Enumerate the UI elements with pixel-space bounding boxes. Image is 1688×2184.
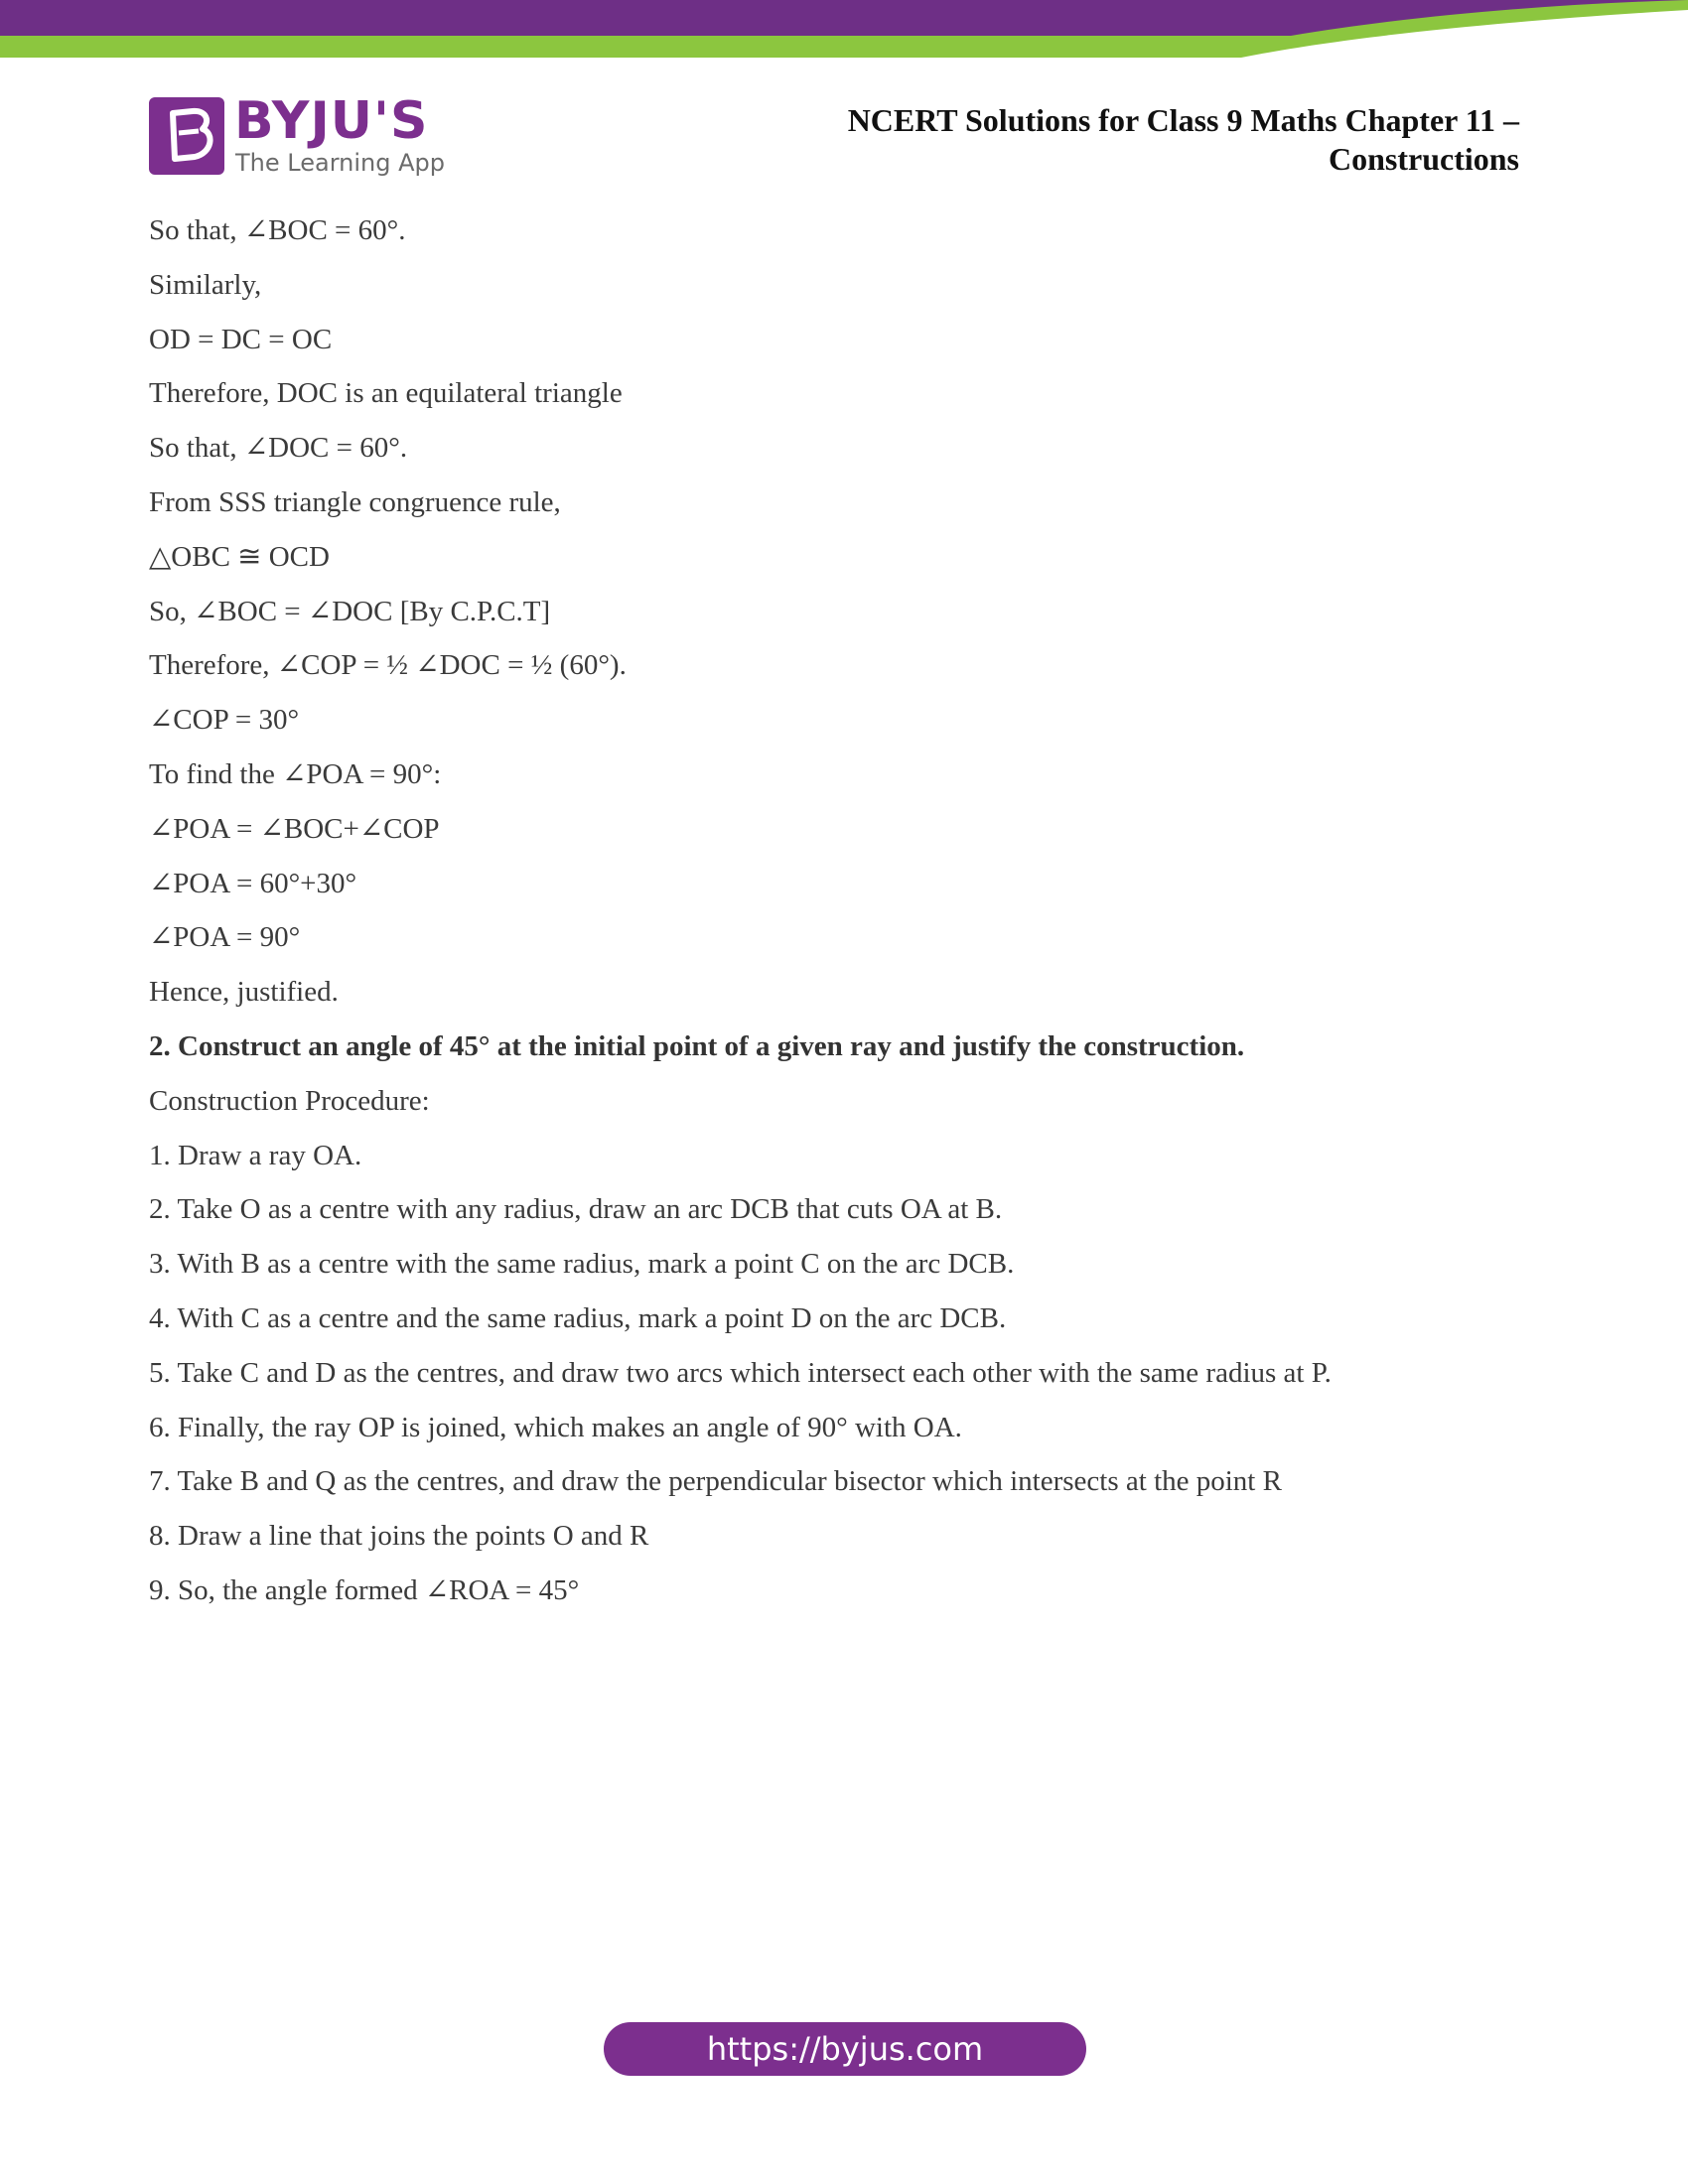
text-line: To find the ∠POA = 90°: (149, 757, 442, 790)
text-line: Hence, justified. (149, 976, 339, 1009)
text-line: ∠POA = ∠BOC+∠COP (149, 812, 440, 845)
text-line: OD = DC = OC (149, 323, 333, 355)
procedure-step: 2. Take O as a centre with any radius, draw an arc DCB that cuts OA at B. (149, 1193, 1003, 1226)
brand-name: BYJU'S (234, 91, 429, 151)
procedure-step: 8. Draw a line that joins the points O and R (149, 1520, 649, 1553)
procedure-step: 4. With C as a centre and the same radius, mark a point D on the arc DCB. (149, 1301, 1007, 1334)
procedure-step: 9. So, the angle formed ∠ROA = 45° (149, 1573, 580, 1606)
text-line: So that, ∠DOC = 60°. (149, 432, 408, 465)
brand-tagline: The Learning App (235, 149, 445, 177)
text-line: Similarly, (149, 268, 262, 301)
text-line: So, ∠BOC = ∠DOC [By C.P.C.T] (149, 595, 551, 627)
text-line: △OBC ≅ OCD (149, 540, 330, 573)
text-line: ∠COP = 30° (149, 704, 300, 737)
procedure-step: 7. Take B and Q as the centres, and draw the perpendicular bisector which intersects at the point R (149, 1465, 1282, 1498)
text-line: Therefore, ∠COP = ½ ∠DOC = ½ (60°). (149, 649, 627, 682)
question-heading: 2. Construct an angle of 45° at the initial point of a given ray and justify the construction. (149, 1029, 1245, 1062)
page-title-line1: NCERT Solutions for Class 9 Maths Chapter 11 – (847, 102, 1519, 138)
top-decorative-band (0, 0, 1688, 69)
text-line: From SSS triangle congruence rule, (149, 485, 561, 518)
procedure-step: 6. Finally, the ray OP is joined, which makes an angle of 90° with OA. (149, 1411, 962, 1443)
text-line: ∠POA = 90° (149, 921, 301, 954)
text-line: ∠POA = 60°+30° (149, 867, 357, 899)
page-title (725, 101, 1519, 179)
procedure-step: 1. Draw a ray OA. (149, 1139, 362, 1171)
b-letter-icon (149, 97, 224, 175)
solution-content (149, 210, 1539, 1625)
text-line: Therefore, DOC is an equilateral triangle (149, 377, 623, 410)
procedure-heading: Construction Procedure: (149, 1084, 430, 1117)
page-title-line2: Constructions (1328, 141, 1519, 177)
procedure-step: 3. With B as a centre with the same radius, mark a point C on the arc DCB. (149, 1248, 1015, 1281)
footer-url-link[interactable]: https://byjus.com (604, 2022, 1086, 2076)
procedure-step: 5. Take C and D as the centres, and draw two arcs which intersect each other with the same radius at P. (149, 1356, 1332, 1389)
byjus-logo[interactable] (149, 91, 445, 179)
text-line: So that, ∠BOC = 60°. (149, 214, 406, 246)
